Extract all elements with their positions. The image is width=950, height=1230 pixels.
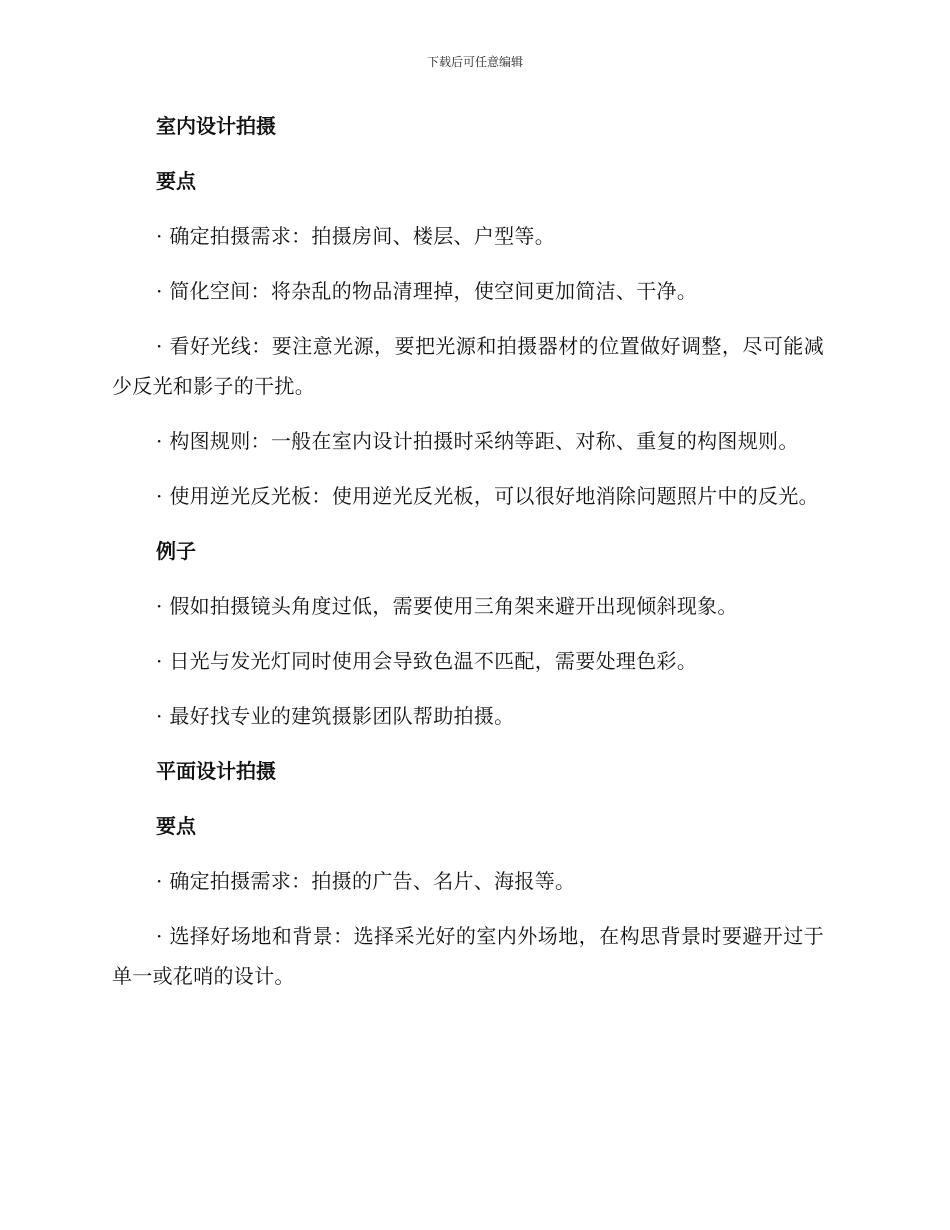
section-heading-graphic: 平面设计拍摄 bbox=[156, 759, 276, 783]
bullet-paragraph: · 确定拍摄需求：拍摄的广告、名片、海报等。 bbox=[156, 869, 576, 893]
page-header-note: 下载后可任意编辑 bbox=[426, 55, 523, 69]
section-heading-interior: 室内设计拍摄 bbox=[156, 114, 276, 138]
bullet-paragraph: · 最好找专业的建筑摄影团队帮助拍摄。 bbox=[156, 704, 515, 728]
bullet-paragraph: · 假如拍摄镜头角度过低，需要使用三角架来避开出现倾斜现象。 bbox=[156, 594, 738, 618]
document-body bbox=[112, 106, 824, 1011]
bullet-paragraph: · 使用逆光反光板：使用逆光反光板，可以很好地消除问题照片中的反光。 bbox=[156, 484, 819, 508]
subheading-key-points: 要点 bbox=[156, 814, 196, 838]
bullet-paragraph: · 确定拍摄需求：拍摄房间、楼层、户型等。 bbox=[156, 224, 556, 248]
bullet-paragraph: · 选择好场地和背景：选择采光好的室内外场地，在构思背景时要避开过于单一或花哨的设计。 bbox=[112, 924, 824, 988]
bullet-paragraph: · 构图规则：一般在室内设计拍摄时采纳等距、对称、重复的构图规则。 bbox=[156, 429, 799, 453]
bullet-paragraph: · 简化空间：将杂乱的物品清理掉，使空间更加简洁、干净。 bbox=[156, 279, 698, 303]
bullet-paragraph: · 日光与发光灯同时使用会导致色温不匹配，需要处理色彩。 bbox=[156, 649, 698, 673]
subheading-key-points: 要点 bbox=[156, 169, 196, 193]
subheading-examples: 例子 bbox=[156, 539, 196, 563]
bullet-paragraph: · 看好光线：要注意光源，要把光源和拍摄器材的位置做好调整，尽可能减少反光和影子的干扰。 bbox=[112, 334, 824, 398]
